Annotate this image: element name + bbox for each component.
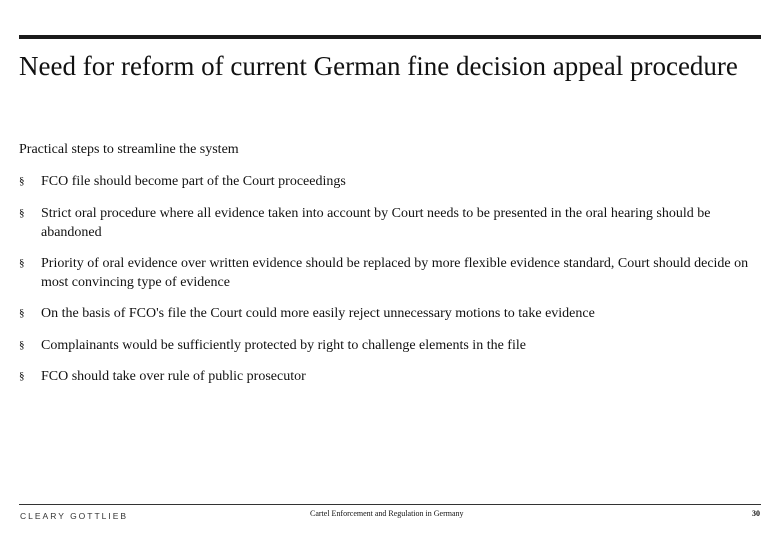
bullet-text: FCO should take over rule of public prosecutor (41, 369, 306, 384)
footer-caption: Cartel Enforcement and Regulation in Germany (310, 509, 464, 518)
bullet-marker-icon: § (19, 370, 25, 382)
title-rule (19, 35, 761, 39)
bullet-item (19, 254, 759, 292)
page-number: 30 (752, 509, 760, 518)
cleary-gottlieb-logo: CLEARY GOTTLIEB (20, 511, 129, 521)
bullet-text: Complainants would be sufficiently protected by right to challenge elements in the file (41, 338, 526, 353)
bullet-item (19, 304, 759, 323)
bullet-marker-icon: § (19, 307, 25, 319)
slide-subtitle: Practical steps to streamline the system (19, 142, 239, 157)
slide-title: Need for reform of current German fine decision appeal procedure (19, 51, 738, 81)
bullet-item (19, 172, 759, 191)
bullet-marker-icon: § (19, 257, 25, 269)
bullet-marker-icon: § (19, 207, 25, 219)
bullet-text: Priority of oral evidence over written evidence should be replaced by more flexible evidence standard, Court should decide on most convincing type of evidence (41, 256, 749, 290)
bullet-text: Strict oral procedure where all evidence taken into account by Court needs to be presented in the oral hearing should be abandoned (41, 206, 711, 240)
bullet-item (19, 204, 759, 242)
bullet-item (19, 336, 759, 355)
bullet-item (19, 367, 759, 386)
bullet-text: FCO file should become part of the Court proceedings (41, 174, 346, 189)
bullet-marker-icon: § (19, 339, 25, 351)
footer-rule (19, 504, 761, 505)
bullet-marker-icon: § (19, 175, 25, 187)
bullet-text: On the basis of FCO's file the Court could more easily reject unnecessary motions to take evidence (41, 306, 595, 321)
